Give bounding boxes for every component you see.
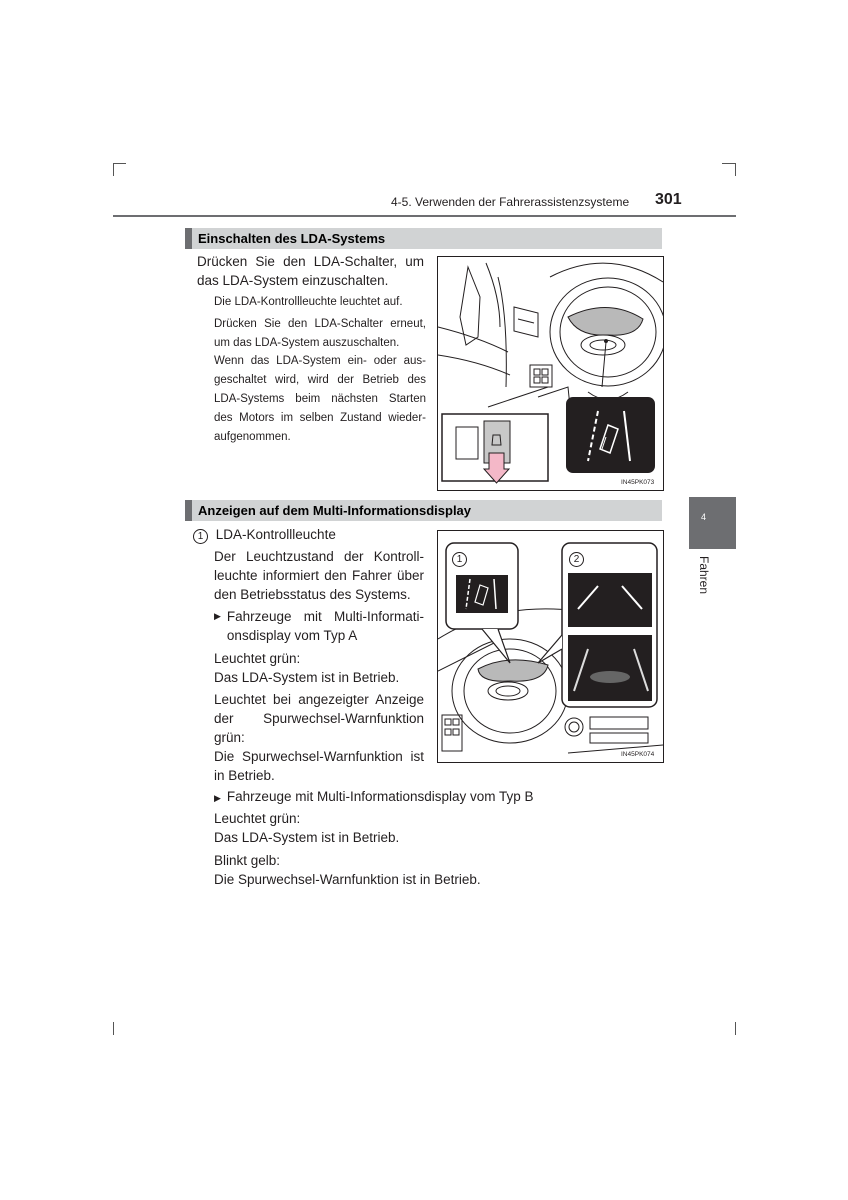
triangle-bullet-icon: ▶ <box>214 611 221 621</box>
section-heading-lda-on <box>185 228 662 249</box>
text-line: Die LDA-Kontrollleuchte leuchtet auf. <box>214 296 403 308</box>
text-line: Die Spurwechsel-Warnfunktion ist in Betrieb. <box>214 872 481 887</box>
text-line: Die Spurwechsel-Warnfunktion ist <box>214 749 424 764</box>
text-line: LDA-Systems beim nächsten Starten <box>214 393 426 405</box>
intro-text <box>197 271 424 290</box>
crop-mark <box>735 163 736 176</box>
heading-bar <box>185 500 192 521</box>
page-number: 301 <box>655 191 682 208</box>
note-1 <box>214 293 426 312</box>
type-a-green <box>214 649 424 687</box>
chapter-number: 4 <box>701 512 707 522</box>
text-line: das LDA-System einzuschalten. <box>197 273 389 288</box>
text-line: aufgenommen. <box>214 431 291 443</box>
text-line: Das LDA-System ist in Betrieb. <box>214 670 400 685</box>
type-b-heading <box>214 787 534 808</box>
text-line: Der Leuchtzustand der Kontroll- <box>214 549 424 564</box>
text-line: Leuchtet grün: <box>214 811 301 826</box>
type-a-row <box>214 607 424 645</box>
note-3 <box>214 352 426 447</box>
section-heading-text: Einschalten des LDA-Systems <box>198 231 386 246</box>
figure-display <box>437 530 664 763</box>
crop-mark <box>113 1022 114 1035</box>
header-rule <box>113 215 736 217</box>
text-line: den Betriebsstatus des Systems. <box>214 587 411 602</box>
figure-id: IN45PK073 <box>621 479 655 486</box>
figure-lda-switch <box>437 256 664 491</box>
text-line: grün: <box>214 730 245 745</box>
text-line: der Spurwechsel-Warnfunktion <box>214 711 424 726</box>
callout-1 <box>452 549 467 567</box>
text-line: Blinkt gelb: <box>214 853 281 868</box>
description <box>214 547 424 604</box>
dashboard-illustration <box>438 257 663 490</box>
note-2 <box>214 315 426 353</box>
text-line: Fahrzeuge mit Multi-Informati- <box>226 609 424 624</box>
triangle-bullet-icon: ▶ <box>214 793 221 803</box>
section-heading-text: Anzeigen auf dem Multi-Informationsdisplay <box>198 503 472 518</box>
figure-id: IN45PK074 <box>621 751 655 758</box>
item-1-row <box>193 525 336 544</box>
type-a-text <box>227 607 424 645</box>
type-b-text: Fahrzeuge mit Multi-Informationsdisplay vom Typ B <box>226 789 534 804</box>
callout-number: 1 <box>452 552 467 567</box>
callout-2 <box>569 549 584 567</box>
crop-mark <box>735 1022 736 1035</box>
text-line: leuchte informiert den Fahrer über <box>214 568 424 583</box>
text-line: Das LDA-System ist in Betrieb. <box>214 830 400 845</box>
text-line: Wenn das LDA-System ein- oder aus- <box>214 355 426 367</box>
crop-mark <box>722 163 735 164</box>
type-a-warn <box>214 690 424 785</box>
text-line: Drücken Sie den LDA-Schalter, um <box>197 254 424 269</box>
crop-mark <box>113 163 126 164</box>
text-line: Leuchtet bei angezeigter Anzeige <box>214 692 424 707</box>
running-header: 4-5. Verwenden der Fahrerassistenzsysteme <box>391 195 630 209</box>
type-b-green <box>214 809 399 847</box>
text-line: in Betrieb. <box>214 768 275 783</box>
text-line: Drücken Sie den LDA-Schalter erneut, <box>214 318 426 330</box>
text-line: onsdisplay vom Typ A <box>226 628 358 643</box>
intro-text <box>197 252 424 271</box>
chapter-tab <box>689 497 736 549</box>
text-line: geschaltet wird, wird der Betrieb des <box>214 374 426 386</box>
type-b-yellow <box>214 851 481 889</box>
chapter-title: Fahren <box>697 556 711 595</box>
callout-number: 2 <box>569 552 584 567</box>
heading-bar <box>185 228 192 249</box>
display-illustration <box>438 531 663 762</box>
callout-number: 1 <box>193 529 208 544</box>
text-line: Leuchtet grün: <box>214 651 301 666</box>
crop-mark <box>113 163 114 176</box>
text-line: des Motors im selben Zustand wieder- <box>214 412 426 424</box>
item-1-label: LDA-Kontrollleuchte <box>215 527 336 542</box>
type-a-heading <box>214 607 424 645</box>
text-line: um das LDA-System auszuschalten. <box>214 337 400 349</box>
section-heading-mid <box>185 500 662 521</box>
